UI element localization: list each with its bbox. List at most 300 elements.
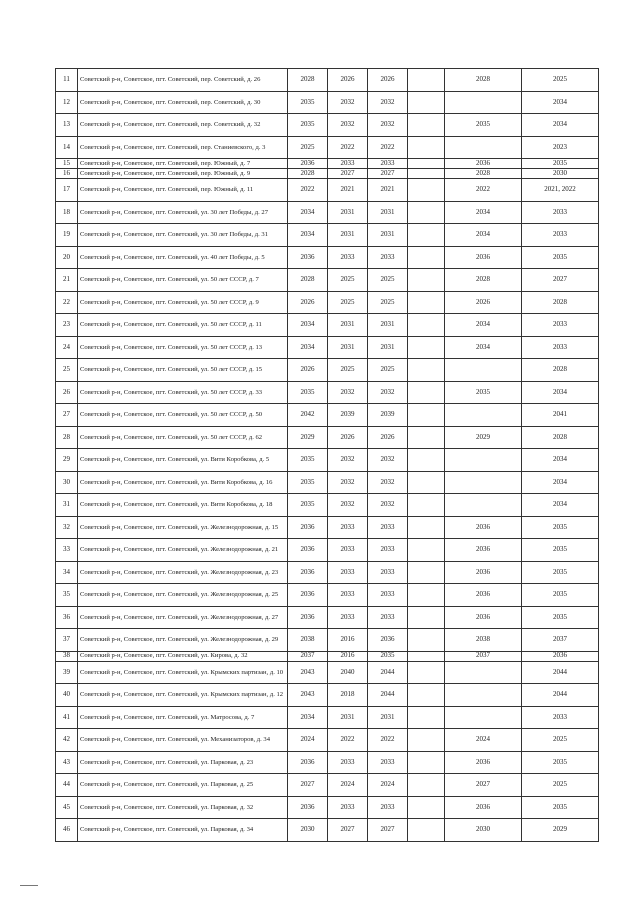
year-cell-2: 2039 (328, 404, 368, 427)
year-cell-6: 2025 (522, 774, 599, 797)
year-cell-1: 2030 (288, 819, 328, 842)
year-cell-3: 2033 (368, 159, 408, 169)
row-number-cell: 20 (56, 246, 78, 269)
table-row (56, 224, 599, 247)
year-cell-6: 2035 (522, 796, 599, 819)
year-cell-2: 2033 (328, 751, 368, 774)
year-cell-1: 2036 (288, 796, 328, 819)
table-row (56, 314, 599, 337)
year-cell-3: 2021 (368, 179, 408, 202)
year-cell-6: 2035 (522, 516, 599, 539)
year-cell-1: 2034 (288, 201, 328, 224)
year-cell-5: 2022 (445, 179, 522, 202)
year-cell-6: 2034 (522, 494, 599, 517)
year-cell-5: 2036 (445, 606, 522, 629)
year-cell-5 (445, 359, 522, 382)
row-number-cell: 28 (56, 426, 78, 449)
year-cell-5 (445, 91, 522, 114)
year-cell-2: 2022 (328, 729, 368, 752)
year-cell-4 (408, 516, 445, 539)
year-cell-2: 2031 (328, 314, 368, 337)
year-cell-4 (408, 69, 445, 92)
year-cell-2: 2016 (328, 651, 368, 661)
year-cell-6: 2035 (522, 539, 599, 562)
year-cell-2: 2033 (328, 584, 368, 607)
year-cell-3: 2025 (368, 359, 408, 382)
row-number-cell: 43 (56, 751, 78, 774)
year-cell-6: 2035 (522, 751, 599, 774)
year-cell-4 (408, 449, 445, 472)
year-cell-2: 2031 (328, 224, 368, 247)
address-cell: Советский р-н, Советское, пгт. Советский, ул. 50 лет СССР, д. 9 (78, 291, 288, 314)
year-cell-2: 2026 (328, 69, 368, 92)
table-row (56, 201, 599, 224)
year-cell-1: 2036 (288, 516, 328, 539)
year-cell-3: 2035 (368, 651, 408, 661)
year-cell-3: 2026 (368, 426, 408, 449)
year-cell-2: 2024 (328, 774, 368, 797)
address-cell: Советский р-н, Советское, пгт. Советский, ул. Парковая, д. 23 (78, 751, 288, 774)
year-cell-1: 2035 (288, 381, 328, 404)
schedule-table (55, 68, 599, 842)
year-cell-2: 2022 (328, 136, 368, 159)
table-row (56, 169, 599, 179)
year-cell-1: 2034 (288, 224, 328, 247)
year-cell-2: 2033 (328, 796, 368, 819)
year-cell-4 (408, 796, 445, 819)
year-cell-3: 2022 (368, 136, 408, 159)
row-number-cell: 23 (56, 314, 78, 337)
year-cell-4 (408, 684, 445, 707)
year-cell-1: 2035 (288, 471, 328, 494)
year-cell-3: 2036 (368, 629, 408, 652)
table-row (56, 751, 599, 774)
address-cell: Советский р-н, Советское, пгт. Советский, ул. Вити Коробкова, д. 18 (78, 494, 288, 517)
table-row (56, 381, 599, 404)
row-number-cell: 24 (56, 336, 78, 359)
address-cell: Советский р-н, Советское, пгт. Советский, ул. Механизаторов, д. 34 (78, 729, 288, 752)
address-cell: Советский р-н, Советское, пгт. Советский, ул. 50 лет СССР, д. 62 (78, 426, 288, 449)
year-cell-2: 2025 (328, 359, 368, 382)
year-cell-1: 2043 (288, 684, 328, 707)
schedule-table-page (55, 68, 598, 842)
year-cell-2: 2033 (328, 606, 368, 629)
year-cell-1: 2028 (288, 269, 328, 292)
year-cell-4 (408, 661, 445, 684)
year-cell-1: 2035 (288, 494, 328, 517)
year-cell-1: 2038 (288, 629, 328, 652)
year-cell-1: 2027 (288, 774, 328, 797)
year-cell-6: 2028 (522, 359, 599, 382)
year-cell-5: 2036 (445, 751, 522, 774)
row-number-cell: 41 (56, 706, 78, 729)
year-cell-6: 2035 (522, 584, 599, 607)
row-number-cell: 30 (56, 471, 78, 494)
year-cell-4 (408, 651, 445, 661)
year-cell-6: 2033 (522, 336, 599, 359)
table-row (56, 539, 599, 562)
year-cell-4 (408, 629, 445, 652)
row-number-cell: 38 (56, 651, 78, 661)
year-cell-5: 2037 (445, 651, 522, 661)
address-cell: Советский р-н, Советское, пгт. Советский, пер. Станиевского, д. 3 (78, 136, 288, 159)
table-body (56, 69, 599, 842)
table-row (56, 179, 599, 202)
year-cell-4 (408, 114, 445, 137)
year-cell-6: 2025 (522, 729, 599, 752)
year-cell-1: 2037 (288, 651, 328, 661)
year-cell-5: 2036 (445, 796, 522, 819)
year-cell-6: 2033 (522, 201, 599, 224)
year-cell-3: 2039 (368, 404, 408, 427)
year-cell-3: 2026 (368, 69, 408, 92)
table-row (56, 336, 599, 359)
address-cell: Советский р-н, Советское, пгт. Советский, ул. Крымских партизан, д. 10 (78, 661, 288, 684)
address-cell: Советский р-н, Советское, пгт. Советский, пер. Советский, д. 26 (78, 69, 288, 92)
year-cell-1: 2036 (288, 246, 328, 269)
year-cell-5: 2034 (445, 336, 522, 359)
year-cell-4 (408, 774, 445, 797)
year-cell-2: 2031 (328, 336, 368, 359)
table-row (56, 91, 599, 114)
year-cell-5 (445, 404, 522, 427)
year-cell-4 (408, 381, 445, 404)
year-cell-3: 2032 (368, 381, 408, 404)
year-cell-2: 2031 (328, 706, 368, 729)
year-cell-5 (445, 449, 522, 472)
year-cell-1: 2036 (288, 751, 328, 774)
year-cell-1: 2036 (288, 606, 328, 629)
address-cell: Советский р-н, Советское, пгт. Советский, ул. Крымских партизан, д. 12 (78, 684, 288, 707)
year-cell-4 (408, 159, 445, 169)
year-cell-5: 2035 (445, 381, 522, 404)
year-cell-6: 2035 (522, 159, 599, 169)
address-cell: Советский р-н, Советское, пгт. Советский, ул. Железнодорожная, д. 27 (78, 606, 288, 629)
table-row (56, 629, 599, 652)
year-cell-6: 2023 (522, 136, 599, 159)
year-cell-1: 2026 (288, 291, 328, 314)
year-cell-2: 2033 (328, 159, 368, 169)
table-row (56, 684, 599, 707)
year-cell-5 (445, 706, 522, 729)
row-number-cell: 18 (56, 201, 78, 224)
year-cell-4 (408, 179, 445, 202)
address-cell: Советский р-н, Советское, пгт. Советский, ул. Вити Коробкова, д. 5 (78, 449, 288, 472)
table-row (56, 114, 599, 137)
address-cell: Советский р-н, Советское, пгт. Советский, ул. 50 лет СССР, д. 33 (78, 381, 288, 404)
address-cell: Советский р-н, Советское, пгт. Советский, ул. Парковая, д. 25 (78, 774, 288, 797)
year-cell-3: 2044 (368, 661, 408, 684)
row-number-cell: 26 (56, 381, 78, 404)
address-cell: Советский р-н, Советское, пгт. Советский, ул. 50 лет СССР, д. 11 (78, 314, 288, 337)
year-cell-2: 2032 (328, 471, 368, 494)
year-cell-4 (408, 539, 445, 562)
year-cell-4 (408, 606, 445, 629)
year-cell-5: 2036 (445, 159, 522, 169)
table-row (56, 269, 599, 292)
year-cell-3: 2031 (368, 314, 408, 337)
year-cell-3: 2033 (368, 606, 408, 629)
address-cell: Советский р-н, Советское, пгт. Советский, ул. Железнодорожная, д. 25 (78, 584, 288, 607)
year-cell-2: 2032 (328, 114, 368, 137)
table-row (56, 69, 599, 92)
address-cell: Советский р-н, Советское, пгт. Советский, ул. 50 лет СССР, д. 13 (78, 336, 288, 359)
year-cell-3: 2031 (368, 706, 408, 729)
year-cell-2: 2016 (328, 629, 368, 652)
year-cell-6: 2030 (522, 169, 599, 179)
row-number-cell: 37 (56, 629, 78, 652)
year-cell-2: 2033 (328, 561, 368, 584)
address-cell: Советский р-н, Советское, пгт. Советский, пер. Южный, д. 9 (78, 169, 288, 179)
year-cell-4 (408, 494, 445, 517)
year-cell-6: 2025 (522, 69, 599, 92)
table-row (56, 291, 599, 314)
year-cell-3: 2032 (368, 471, 408, 494)
year-cell-5: 2028 (445, 269, 522, 292)
address-cell: Советский р-н, Советское, пгт. Советский, пер. Советский, д. 30 (78, 91, 288, 114)
year-cell-2: 2040 (328, 661, 368, 684)
address-cell: Советский р-н, Советское, пгт. Советский, ул. 50 лет СССР, д. 7 (78, 269, 288, 292)
table-row (56, 426, 599, 449)
row-number-cell: 17 (56, 179, 78, 202)
year-cell-3: 2031 (368, 201, 408, 224)
year-cell-1: 2036 (288, 159, 328, 169)
year-cell-4 (408, 336, 445, 359)
address-cell: Советский р-н, Советское, пгт. Советский, ул. Кирова, д. 32 (78, 651, 288, 661)
address-cell: Советский р-н, Советское, пгт. Советский, ул. Железнодорожная, д. 15 (78, 516, 288, 539)
year-cell-1: 2035 (288, 449, 328, 472)
year-cell-6: 2035 (522, 246, 599, 269)
year-cell-6: 2027 (522, 269, 599, 292)
year-cell-6: 2021, 2022 (522, 179, 599, 202)
year-cell-5: 2035 (445, 114, 522, 137)
year-cell-4 (408, 246, 445, 269)
year-cell-3: 2022 (368, 729, 408, 752)
row-number-cell: 15 (56, 159, 78, 169)
year-cell-5: 2024 (445, 729, 522, 752)
address-cell: Советский р-н, Советское, пгт. Советский, ул. 50 лет СССР, д. 15 (78, 359, 288, 382)
year-cell-4 (408, 359, 445, 382)
row-number-cell: 25 (56, 359, 78, 382)
year-cell-5 (445, 494, 522, 517)
table-row (56, 706, 599, 729)
year-cell-5: 2030 (445, 819, 522, 842)
year-cell-3: 2044 (368, 684, 408, 707)
year-cell-3: 2033 (368, 246, 408, 269)
year-cell-1: 2028 (288, 169, 328, 179)
year-cell-3: 2031 (368, 224, 408, 247)
year-cell-5 (445, 471, 522, 494)
year-cell-5: 2036 (445, 516, 522, 539)
row-number-cell: 22 (56, 291, 78, 314)
page-edge-mark (20, 885, 38, 886)
year-cell-4 (408, 561, 445, 584)
year-cell-1: 2024 (288, 729, 328, 752)
table-row (56, 729, 599, 752)
year-cell-6: 2028 (522, 426, 599, 449)
year-cell-4 (408, 404, 445, 427)
year-cell-2: 2032 (328, 449, 368, 472)
year-cell-6: 2033 (522, 314, 599, 337)
table-row (56, 471, 599, 494)
year-cell-2: 2027 (328, 169, 368, 179)
year-cell-6: 2034 (522, 449, 599, 472)
table-row (56, 246, 599, 269)
row-number-cell: 13 (56, 114, 78, 137)
year-cell-4 (408, 426, 445, 449)
year-cell-6: 2028 (522, 291, 599, 314)
year-cell-1: 2035 (288, 91, 328, 114)
row-number-cell: 29 (56, 449, 78, 472)
year-cell-6: 2034 (522, 91, 599, 114)
year-cell-4 (408, 269, 445, 292)
year-cell-2: 2032 (328, 494, 368, 517)
row-number-cell: 44 (56, 774, 78, 797)
year-cell-3: 2033 (368, 539, 408, 562)
year-cell-4 (408, 471, 445, 494)
address-cell: Советский р-н, Советское, пгт. Советский, пер. Южный, д. 7 (78, 159, 288, 169)
year-cell-5: 2028 (445, 169, 522, 179)
year-cell-4 (408, 314, 445, 337)
row-number-cell: 31 (56, 494, 78, 517)
year-cell-4 (408, 584, 445, 607)
row-number-cell: 11 (56, 69, 78, 92)
year-cell-6: 2034 (522, 381, 599, 404)
address-cell: Советский р-н, Советское, пгт. Советский, ул. 30 лет Победы, д. 31 (78, 224, 288, 247)
year-cell-5 (445, 136, 522, 159)
row-number-cell: 21 (56, 269, 78, 292)
year-cell-5: 2026 (445, 291, 522, 314)
year-cell-1: 2036 (288, 584, 328, 607)
year-cell-2: 2025 (328, 291, 368, 314)
year-cell-6: 2037 (522, 629, 599, 652)
year-cell-3: 2024 (368, 774, 408, 797)
year-cell-3: 2033 (368, 561, 408, 584)
year-cell-2: 2032 (328, 381, 368, 404)
year-cell-6: 2035 (522, 606, 599, 629)
row-number-cell: 14 (56, 136, 78, 159)
year-cell-5: 2038 (445, 629, 522, 652)
year-cell-5: 2027 (445, 774, 522, 797)
year-cell-3: 2031 (368, 336, 408, 359)
table-row (56, 584, 599, 607)
year-cell-1: 2028 (288, 69, 328, 92)
year-cell-5: 2029 (445, 426, 522, 449)
table-row (56, 796, 599, 819)
row-number-cell: 40 (56, 684, 78, 707)
year-cell-6: 2033 (522, 706, 599, 729)
table-row (56, 661, 599, 684)
address-cell: Советский р-н, Советское, пгт. Советский, ул. 50 лет СССР, д. 50 (78, 404, 288, 427)
year-cell-5: 2034 (445, 314, 522, 337)
address-cell: Советский р-н, Советское, пгт. Советский, пер. Советский, д. 32 (78, 114, 288, 137)
year-cell-6: 2036 (522, 651, 599, 661)
table-row (56, 651, 599, 661)
year-cell-2: 2033 (328, 246, 368, 269)
year-cell-6: 2034 (522, 114, 599, 137)
year-cell-2: 2027 (328, 819, 368, 842)
year-cell-4 (408, 819, 445, 842)
year-cell-4 (408, 91, 445, 114)
year-cell-4 (408, 224, 445, 247)
table-row (56, 159, 599, 169)
table-row (56, 449, 599, 472)
year-cell-1: 2029 (288, 426, 328, 449)
year-cell-3: 2032 (368, 494, 408, 517)
year-cell-2: 2026 (328, 426, 368, 449)
year-cell-1: 2026 (288, 359, 328, 382)
row-number-cell: 36 (56, 606, 78, 629)
year-cell-1: 2035 (288, 114, 328, 137)
year-cell-5: 2034 (445, 201, 522, 224)
year-cell-1: 2034 (288, 336, 328, 359)
year-cell-4 (408, 706, 445, 729)
year-cell-2: 2033 (328, 516, 368, 539)
year-cell-3: 2025 (368, 291, 408, 314)
year-cell-1: 2025 (288, 136, 328, 159)
year-cell-1: 2043 (288, 661, 328, 684)
year-cell-6: 2034 (522, 471, 599, 494)
year-cell-5: 2036 (445, 246, 522, 269)
year-cell-3: 2033 (368, 796, 408, 819)
year-cell-1: 2036 (288, 561, 328, 584)
address-cell: Советский р-н, Советское, пгт. Советский, ул. Парковая, д. 34 (78, 819, 288, 842)
year-cell-4 (408, 751, 445, 774)
table-row (56, 516, 599, 539)
table-row (56, 819, 599, 842)
year-cell-5: 2036 (445, 561, 522, 584)
year-cell-6: 2044 (522, 684, 599, 707)
address-cell: Советский р-н, Советское, пгт. Советский, ул. Железнодорожная, д. 29 (78, 629, 288, 652)
row-number-cell: 19 (56, 224, 78, 247)
year-cell-5 (445, 661, 522, 684)
year-cell-2: 2021 (328, 179, 368, 202)
address-cell: Советский р-н, Советское, пгт. Советский, ул. Железнодорожная, д. 21 (78, 539, 288, 562)
address-cell: Советский р-н, Советское, пгт. Советский, ул. Матросова, д. 7 (78, 706, 288, 729)
year-cell-4 (408, 201, 445, 224)
year-cell-1: 2034 (288, 314, 328, 337)
year-cell-6: 2033 (522, 224, 599, 247)
table-row (56, 136, 599, 159)
row-number-cell: 33 (56, 539, 78, 562)
row-number-cell: 39 (56, 661, 78, 684)
row-number-cell: 27 (56, 404, 78, 427)
address-cell: Советский р-н, Советское, пгт. Советский, ул. Железнодорожная, д. 23 (78, 561, 288, 584)
row-number-cell: 34 (56, 561, 78, 584)
year-cell-1: 2036 (288, 539, 328, 562)
row-number-cell: 45 (56, 796, 78, 819)
year-cell-5 (445, 684, 522, 707)
table-row (56, 774, 599, 797)
year-cell-6: 2041 (522, 404, 599, 427)
year-cell-3: 2033 (368, 584, 408, 607)
row-number-cell: 42 (56, 729, 78, 752)
year-cell-6: 2029 (522, 819, 599, 842)
year-cell-6: 2035 (522, 561, 599, 584)
year-cell-3: 2033 (368, 516, 408, 539)
address-cell: Советский р-н, Советское, пгт. Советский, ул. 30 лет Победы, д. 27 (78, 201, 288, 224)
year-cell-2: 2025 (328, 269, 368, 292)
year-cell-1: 2034 (288, 706, 328, 729)
year-cell-5: 2036 (445, 584, 522, 607)
year-cell-3: 2032 (368, 449, 408, 472)
address-cell: Советский р-н, Советское, пгт. Советский, ул. Парковая, д. 32 (78, 796, 288, 819)
year-cell-4 (408, 291, 445, 314)
year-cell-4 (408, 729, 445, 752)
table-row (56, 494, 599, 517)
year-cell-1: 2022 (288, 179, 328, 202)
year-cell-5: 2034 (445, 224, 522, 247)
